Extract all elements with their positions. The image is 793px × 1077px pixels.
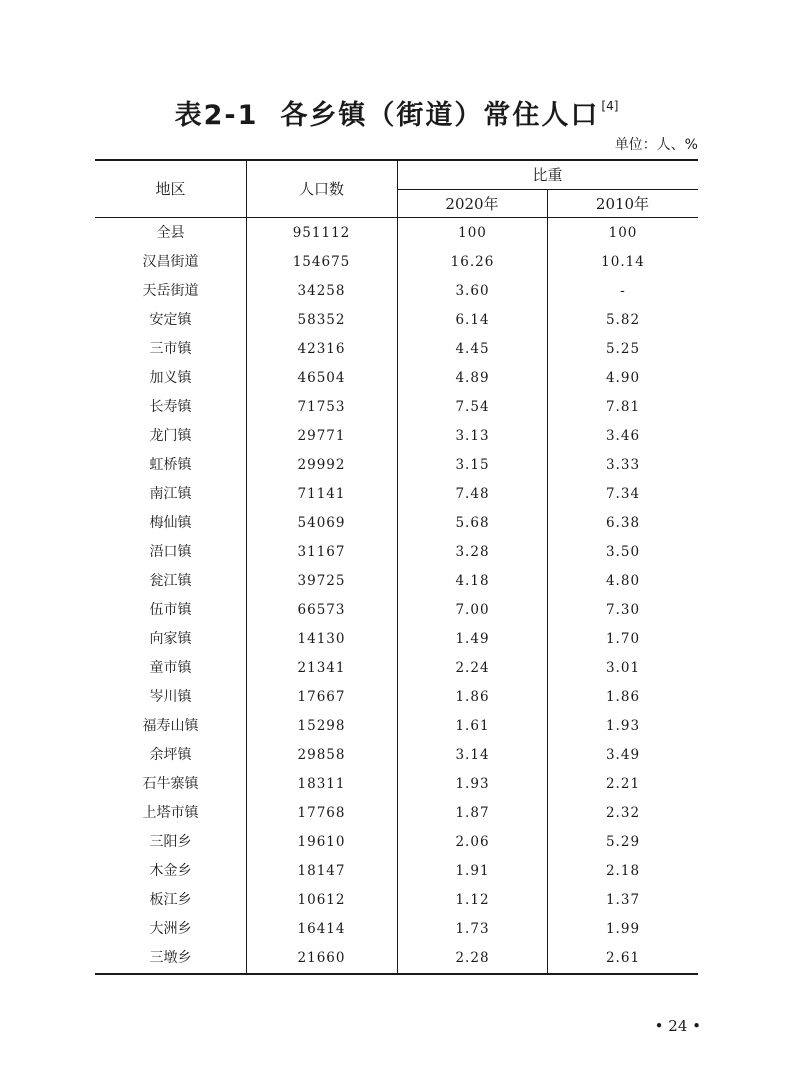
population-cell: 39725: [297, 573, 346, 589]
share-2020-cell: 4.45: [455, 341, 490, 357]
share-2010-cell: 1.86: [605, 689, 641, 705]
share-2010-cell: 2.21: [605, 776, 641, 792]
unit-label: 单位：人、%: [614, 137, 698, 153]
region-cell: 虹桥镇: [149, 457, 192, 473]
population-cell: 31167: [297, 544, 346, 560]
table-row: [95, 712, 698, 741]
share-2020-cell: 3.15: [455, 457, 490, 473]
table-row: [95, 364, 698, 393]
population-cell: 71753: [297, 399, 346, 415]
share-2020-cell: 2.06: [455, 834, 490, 850]
population-cell: 54069: [297, 515, 346, 531]
region-cell: 南江镇: [149, 486, 192, 502]
region-cell: 三墩乡: [149, 950, 192, 966]
table-row: [95, 277, 698, 306]
share-2010-cell: 7.81: [605, 399, 641, 415]
region-cell: 全县: [156, 225, 185, 241]
share-2010-cell: 4.90: [605, 370, 641, 386]
header-region: 地区: [155, 180, 186, 198]
share-2010-cell: 3.50: [605, 544, 641, 560]
region-cell: 伍市镇: [149, 602, 192, 618]
share-2010-cell: 5.82: [605, 312, 641, 328]
share-2020-cell: 3.13: [455, 428, 490, 444]
population-cell: 29771: [297, 428, 346, 444]
region-cell: 浯口镇: [149, 544, 192, 560]
page-number: • 24 •: [654, 1017, 701, 1035]
share-2010-cell: 5.29: [605, 834, 641, 850]
share-2010-cell: 2.18: [605, 863, 641, 879]
share-2010-cell: -: [620, 283, 626, 299]
table-row: [95, 393, 698, 422]
region-cell: 汉昌街道: [142, 254, 199, 270]
region-cell: 安定镇: [149, 312, 192, 328]
population-cell: 16414: [297, 921, 346, 937]
share-2010-cell: 3.33: [605, 457, 641, 473]
footnote-ref: [4]: [601, 99, 619, 113]
share-2010-cell: 10.14: [601, 254, 645, 270]
table-row: [95, 509, 698, 538]
share-2020-cell: 6.14: [455, 312, 490, 328]
share-2010-cell: 1.99: [605, 921, 641, 937]
share-2010-cell: 2.32: [605, 805, 641, 821]
header-population: 人口数: [298, 180, 344, 198]
table-row: [95, 683, 698, 712]
share-2020-cell: 3.28: [455, 544, 490, 560]
table-row: [95, 306, 698, 335]
share-2020-cell: 7.00: [455, 602, 490, 618]
share-2010-cell: 100: [608, 225, 638, 241]
table-bottom-rule: [95, 973, 698, 975]
population-cell: 10612: [297, 892, 346, 908]
table-row: [95, 219, 698, 248]
share-2010-cell: 3.01: [605, 660, 641, 676]
table-row: [95, 828, 698, 857]
region-cell: 上塔市镇: [142, 805, 199, 821]
table-row: [95, 799, 698, 828]
region-cell: 木金乡: [149, 863, 192, 879]
table-row: [95, 741, 698, 770]
share-2020-cell: 1.91: [455, 863, 490, 879]
share-2020-cell: 7.54: [455, 399, 490, 415]
region-cell: 龙门镇: [149, 428, 192, 444]
region-cell: 三市镇: [149, 341, 192, 357]
share-2020-cell: 16.26: [450, 254, 495, 270]
share-2010-cell: 4.80: [605, 573, 641, 589]
region-cell: 天岳街道: [142, 283, 199, 299]
share-2020-cell: 1.93: [455, 776, 490, 792]
share-2010-cell: 2.61: [605, 950, 641, 966]
population-cell: 14130: [297, 631, 346, 647]
share-2020-cell: 7.48: [455, 486, 490, 502]
region-cell: 童市镇: [149, 660, 192, 676]
population-cell: 17768: [297, 805, 346, 821]
table-row: [95, 596, 698, 625]
table-row: [95, 451, 698, 480]
share-2020-cell: 1.49: [455, 631, 490, 647]
population-cell: 29992: [297, 457, 346, 473]
population-cell: 19610: [297, 834, 346, 850]
share-2010-cell: 1.93: [605, 718, 641, 734]
share-2010-cell: 3.46: [605, 428, 641, 444]
table-row: [95, 654, 698, 683]
share-2010-cell: 1.70: [605, 631, 641, 647]
share-2010-cell: 5.25: [605, 341, 641, 357]
share-2020-cell: 1.12: [455, 892, 490, 908]
share-2010-cell: 6.38: [605, 515, 641, 531]
region-cell: 梅仙镇: [149, 515, 192, 531]
share-2020-cell: 3.14: [455, 747, 490, 763]
share-2020-cell: 4.89: [455, 370, 490, 386]
population-cell: 46504: [297, 370, 346, 386]
table-row: [95, 857, 698, 886]
table-row: [95, 248, 698, 277]
share-2020-cell: 2.24: [455, 660, 490, 676]
share-2010-cell: 7.34: [605, 486, 641, 502]
share-2010-cell: 3.49: [605, 747, 641, 763]
region-cell: 加义镇: [149, 370, 192, 386]
population-cell: 18311: [297, 776, 346, 792]
population-cell: 15298: [297, 718, 346, 734]
table-title: [0, 86, 793, 136]
region-cell: 石牛寨镇: [142, 776, 199, 792]
header-2020: 2020年: [445, 195, 499, 213]
table-row: [95, 944, 698, 973]
share-2020-cell: 3.60: [455, 283, 490, 299]
population-cell: 66573: [297, 602, 346, 618]
region-cell: 长寿镇: [149, 399, 192, 415]
table-number: 表2-1: [174, 100, 259, 131]
table-row: [95, 770, 698, 799]
share-2020-cell: 100: [458, 225, 487, 241]
table-body: [95, 219, 698, 973]
population-cell: 21341: [297, 660, 346, 676]
share-2020-cell: 1.61: [455, 718, 490, 734]
population-cell: 951112: [292, 225, 351, 241]
header-2010: 2010年: [595, 195, 650, 213]
table-row: [95, 625, 698, 654]
population-cell: 21660: [297, 950, 346, 966]
region-cell: 瓮江镇: [149, 573, 192, 589]
population-cell: 154675: [292, 254, 351, 270]
region-cell: 岑川镇: [149, 689, 192, 705]
share-2010-cell: 1.37: [605, 892, 641, 908]
share-2020-cell: 4.18: [455, 573, 490, 589]
share-2020-cell: 5.68: [455, 515, 490, 531]
share-2020-cell: 1.87: [455, 805, 490, 821]
share-2020-cell: 2.28: [455, 950, 490, 966]
region-cell: 福寿山镇: [142, 718, 199, 734]
table-row: [95, 480, 698, 509]
table-title-text: 各乡镇（街道）常住人口: [280, 100, 600, 131]
share-2010-cell: 7.30: [605, 602, 641, 618]
population-cell: 17667: [297, 689, 346, 705]
table-row: [95, 335, 698, 364]
share-2020-cell: 1.86: [455, 689, 490, 705]
population-cell: 42316: [297, 341, 346, 357]
share-2020-cell: 1.73: [455, 921, 490, 937]
population-cell: 58352: [297, 312, 346, 328]
region-cell: 三阳乡: [149, 834, 192, 850]
table-row: [95, 567, 698, 596]
population-cell: 34258: [297, 283, 346, 299]
population-cell: 18147: [297, 863, 346, 879]
table-row: [95, 915, 698, 944]
region-cell: 余坪镇: [149, 747, 192, 763]
population-cell: 29858: [297, 747, 346, 763]
region-cell: 大洲乡: [149, 921, 192, 937]
table-row: [95, 886, 698, 915]
population-cell: 71141: [297, 486, 346, 502]
region-cell: 向家镇: [149, 631, 192, 647]
table-row: [95, 422, 698, 451]
table-row: [95, 538, 698, 567]
header-share: 比重: [532, 166, 563, 184]
region-cell: 板江乡: [149, 892, 192, 908]
